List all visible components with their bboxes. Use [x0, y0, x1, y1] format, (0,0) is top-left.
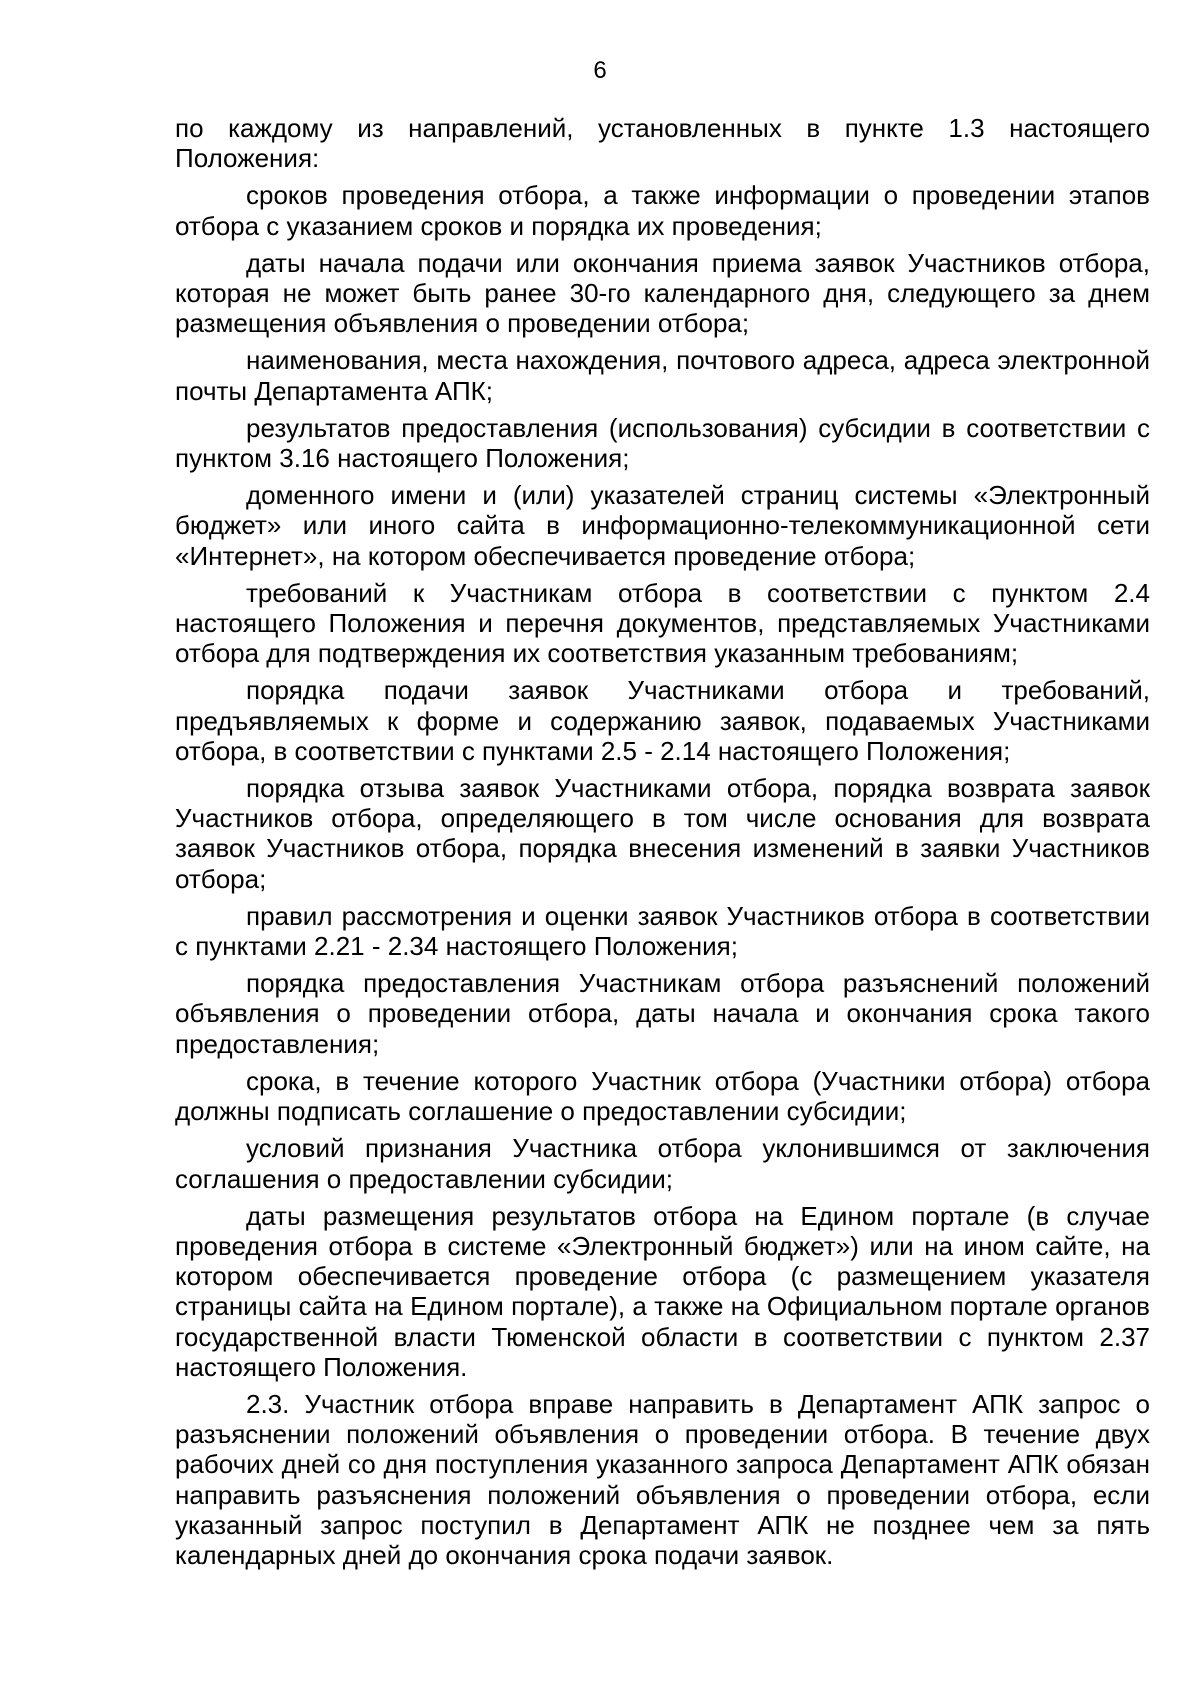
- paragraph-item-application-dates: даты начала подачи или окончания приема заявок Участников отбора, которая не может быть ранее 30-го календарного дня, следующего за днем размещения объявления о проведении отбора;: [175, 247, 1150, 339]
- paragraph-item-results-publication: даты размещения результатов отбора на Едином портале (в случае проведения отбора в системе «Электронный бюджет») или на ином сайте, на котором обеспечивается проведение отбора (с размещением указателя страницы сайта на Едином портале), а также на Официальном портале органов государственной власти Тюменской области в соответствии с пунктом 2.37 настоящего Положения.: [175, 1200, 1150, 1382]
- paragraph-item-submission-procedure: порядка подачи заявок Участниками отбора и требований, предъявляемых к форме и содержанию заявок, подаваемых Участниками отбора, в соответствии с пунктами 2.5 - 2.14 настоящего Положения;: [175, 675, 1150, 766]
- paragraph-item-requirements: требований к Участникам отбора в соответствии с пунктом 2.4 настоящего Положения и перечня документов, представляемых Участниками отбора для подтверждения их соответствия указанным требованиям;: [175, 577, 1150, 669]
- paragraph-item-evasion-conditions: условий признания Участника отбора уклонившимся от заключения соглашения о предоставлении субсидии;: [175, 1133, 1150, 1194]
- paragraph-item-subsidy-results: результатов предоставления (использования) субсидии в соответствии с пунктом 3.16 настоящего Положения;: [175, 412, 1150, 474]
- paragraph-section-2-3: 2.3. Участник отбора вправе направить в Департамент АПК запрос о разъяснении положений объявления о проведении отбора. В течение двух рабочих дней со дня поступления указанного запроса Департамент АПК обязан направить разъяснения положений объявления о проведении отбора, если указанный запрос поступил в Департамент АПК не позднее чем за пять календарных дней до окончания срока подачи заявок.: [175, 1388, 1150, 1570]
- paragraph-item-signing-period: срока, в течение которого Участник отбора (Участники отбора) отбора должны подписать соглашение о предоставлении субсидии;: [175, 1065, 1150, 1127]
- paragraph-item-department-address: наименования, места нахождения, почтового адреса, адреса электронной почты Департамента АПК;: [175, 345, 1150, 406]
- page-number: 6: [593, 57, 607, 84]
- paragraph-item-withdrawal-procedure: порядка отзыва заявок Участниками отбора, порядка возврата заявок Участников отбора, определяющего в том числе основания для возврата заявок Участников отбора, порядка внесения изменений в заявки Участников отбора;: [175, 773, 1150, 894]
- paragraph-item-clarifications: порядка предоставления Участникам отбора разъяснений положений объявления о проведении отбора, даты начала и окончания срока такого предоставления;: [175, 968, 1150, 1059]
- paragraph-item-domain-name: доменного имени и (или) указателей страниц системы «Электронный бюджет» или иного сайта в информационно-телекоммуникационной сети «Интернет», на котором обеспечивается проведение отбора;: [175, 480, 1150, 571]
- document-body: [175, 113, 1150, 1577]
- paragraph-item-evaluation-rules: правил рассмотрения и оценки заявок Участников отбора в соответствии с пунктами 2.21 - 2.34 настоящего Положения;: [175, 900, 1150, 962]
- paragraph-continuation: по каждому из направлений, установленных в пункте 1.3 настоящего Положения:: [175, 113, 1150, 174]
- paragraph-item-deadlines: сроков проведения отбора, а также информации о проведении этапов отбора с указанием сроков и порядка их проведения;: [175, 180, 1150, 241]
